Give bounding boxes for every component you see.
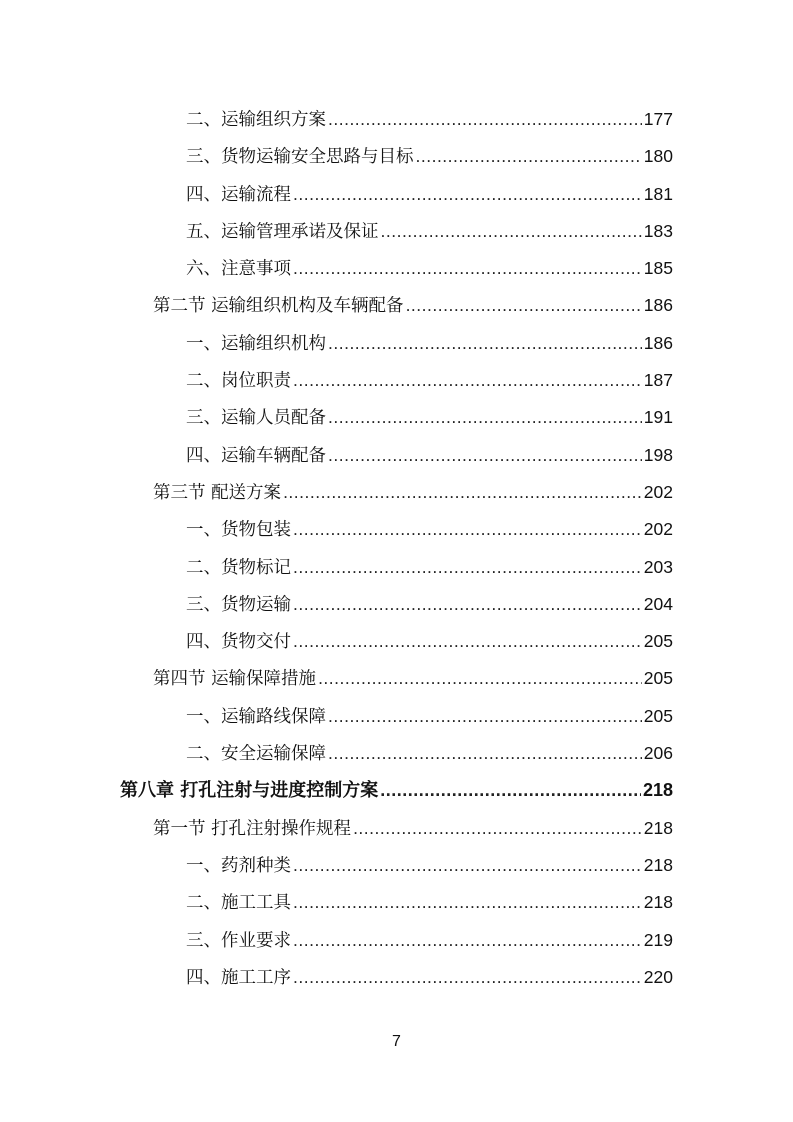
toc-entry-page: 181 (643, 183, 673, 204)
toc-entry-page: 205 (643, 631, 673, 652)
toc-leader-dots (293, 847, 642, 884)
toc-entry-page: 198 (643, 444, 673, 465)
toc-leader-dots (328, 437, 642, 474)
toc-entry-page: 186 (643, 295, 673, 316)
toc-entry-title: 四、施工工序 (186, 967, 291, 988)
toc-leader-dots (318, 660, 642, 697)
toc-entry-page: 203 (643, 556, 673, 577)
toc-leader-dots (406, 287, 642, 324)
toc-entry-title: 三、货物运输安全思路与目标 (186, 147, 414, 168)
toc-entry[interactable] (0, 325, 793, 362)
toc-entry-title: 四、货物交付 (186, 632, 291, 653)
toc-entry-title: 二、岗位职责 (186, 371, 291, 392)
toc-entry[interactable] (0, 511, 793, 548)
toc-leader-dots (328, 101, 642, 138)
toc-entry-page: 206 (643, 743, 673, 764)
toc-leader-dots (328, 698, 642, 735)
toc-section-entry[interactable] (0, 810, 793, 847)
toc-entry[interactable] (0, 586, 793, 623)
toc-leader-dots (353, 810, 642, 847)
toc-entry-page: 191 (643, 407, 673, 428)
toc-leader-dots (328, 735, 642, 772)
toc-leader-dots (328, 399, 642, 436)
toc-entry-title: 四、运输流程 (186, 184, 291, 205)
toc-entry[interactable] (0, 250, 793, 287)
toc-entry[interactable] (0, 847, 793, 884)
toc-leader-dots (293, 623, 642, 660)
toc-leader-dots (293, 884, 642, 921)
toc-leader-dots (293, 511, 642, 548)
toc-entry-title: 一、运输组织机构 (186, 333, 326, 354)
toc-leader-dots (293, 922, 642, 959)
toc-leader-dots (293, 250, 642, 287)
toc-entry-title: 第二节 运输组织机构及车辆配备 (153, 296, 404, 317)
toc-entry-page: 180 (643, 146, 673, 167)
toc-entry-title: 三、作业要求 (186, 930, 291, 951)
toc-entry[interactable] (0, 437, 793, 474)
toc-entry[interactable] (0, 213, 793, 250)
toc-leader-dots (293, 959, 642, 996)
toc-entry[interactable] (0, 362, 793, 399)
toc-entry-title: 二、施工工具 (186, 893, 291, 914)
toc-leader-dots (293, 176, 642, 213)
toc-entry-title: 一、运输路线保障 (186, 706, 326, 727)
toc-entry-page: 177 (643, 109, 673, 129)
toc-entry-page: 220 (643, 966, 673, 987)
toc-entry[interactable] (0, 959, 793, 996)
toc-entry[interactable] (0, 884, 793, 921)
toc-entry-page: 218 (643, 817, 673, 838)
toc-entry-page: 185 (643, 258, 673, 279)
toc-entry-title: 二、安全运输保障 (186, 744, 326, 765)
toc-entry-page: 205 (643, 668, 673, 689)
page-number: 7 (392, 1033, 401, 1050)
toc-entry-page: 218 (642, 780, 673, 801)
toc-entry[interactable] (0, 399, 793, 436)
toc-entry-page: 202 (643, 519, 673, 540)
toc-entry-title: 第三节 配送方案 (153, 482, 282, 503)
toc-entry-title: 第一节 打孔注射操作规程 (153, 818, 352, 839)
toc-entry-page: 202 (643, 481, 673, 502)
toc-entry[interactable] (0, 101, 793, 138)
toc-entry-title: 第八章 打孔注射与进度控制方案 (120, 780, 379, 802)
table-of-contents (0, 101, 793, 996)
toc-entry[interactable] (0, 922, 793, 959)
toc-entry[interactable] (0, 138, 793, 175)
toc-entry[interactable] (0, 176, 793, 213)
toc-entry-page: 218 (643, 892, 673, 913)
toc-entry-page: 186 (643, 332, 673, 353)
toc-entry[interactable] (0, 735, 793, 772)
toc-entry-title: 三、货物运输 (186, 594, 291, 615)
toc-leader-dots (416, 138, 642, 175)
toc-entry[interactable] (0, 698, 793, 735)
toc-leader-dots (293, 362, 642, 399)
toc-section-entry[interactable] (0, 287, 793, 324)
toc-entry-page: 187 (643, 370, 673, 391)
toc-entry-title: 三、运输人员配备 (186, 408, 326, 429)
toc-entry-title: 一、药剂种类 (186, 855, 291, 876)
toc-entry-title: 一、货物包装 (186, 520, 291, 541)
toc-section-entry[interactable] (0, 474, 793, 511)
toc-leader-dots (293, 549, 642, 586)
toc-leader-dots (283, 474, 642, 511)
toc-leader-dots (293, 586, 642, 623)
toc-entry-title: 二、运输组织方案 (186, 110, 326, 130)
toc-entry-title: 六、注意事项 (186, 259, 291, 280)
toc-entry-page: 183 (643, 220, 673, 241)
toc-entry-title: 第四节 运输保障措施 (153, 669, 317, 690)
toc-entry-page: 204 (643, 593, 673, 614)
toc-leader-dots (381, 213, 642, 250)
toc-entry-title: 五、运输管理承诺及保证 (186, 221, 379, 242)
toc-entry[interactable] (0, 623, 793, 660)
toc-entry-title: 四、运输车辆配备 (186, 445, 326, 466)
toc-entry-title: 二、货物标记 (186, 557, 291, 578)
toc-chapter-entry[interactable] (0, 772, 793, 809)
toc-entry-page: 219 (643, 929, 673, 950)
toc-entry[interactable] (0, 549, 793, 586)
toc-entry-page: 205 (643, 705, 673, 726)
toc-section-entry[interactable] (0, 660, 793, 697)
toc-leader-dots (328, 325, 642, 362)
toc-leader-dots (380, 772, 641, 809)
toc-entry-page: 218 (643, 854, 673, 875)
